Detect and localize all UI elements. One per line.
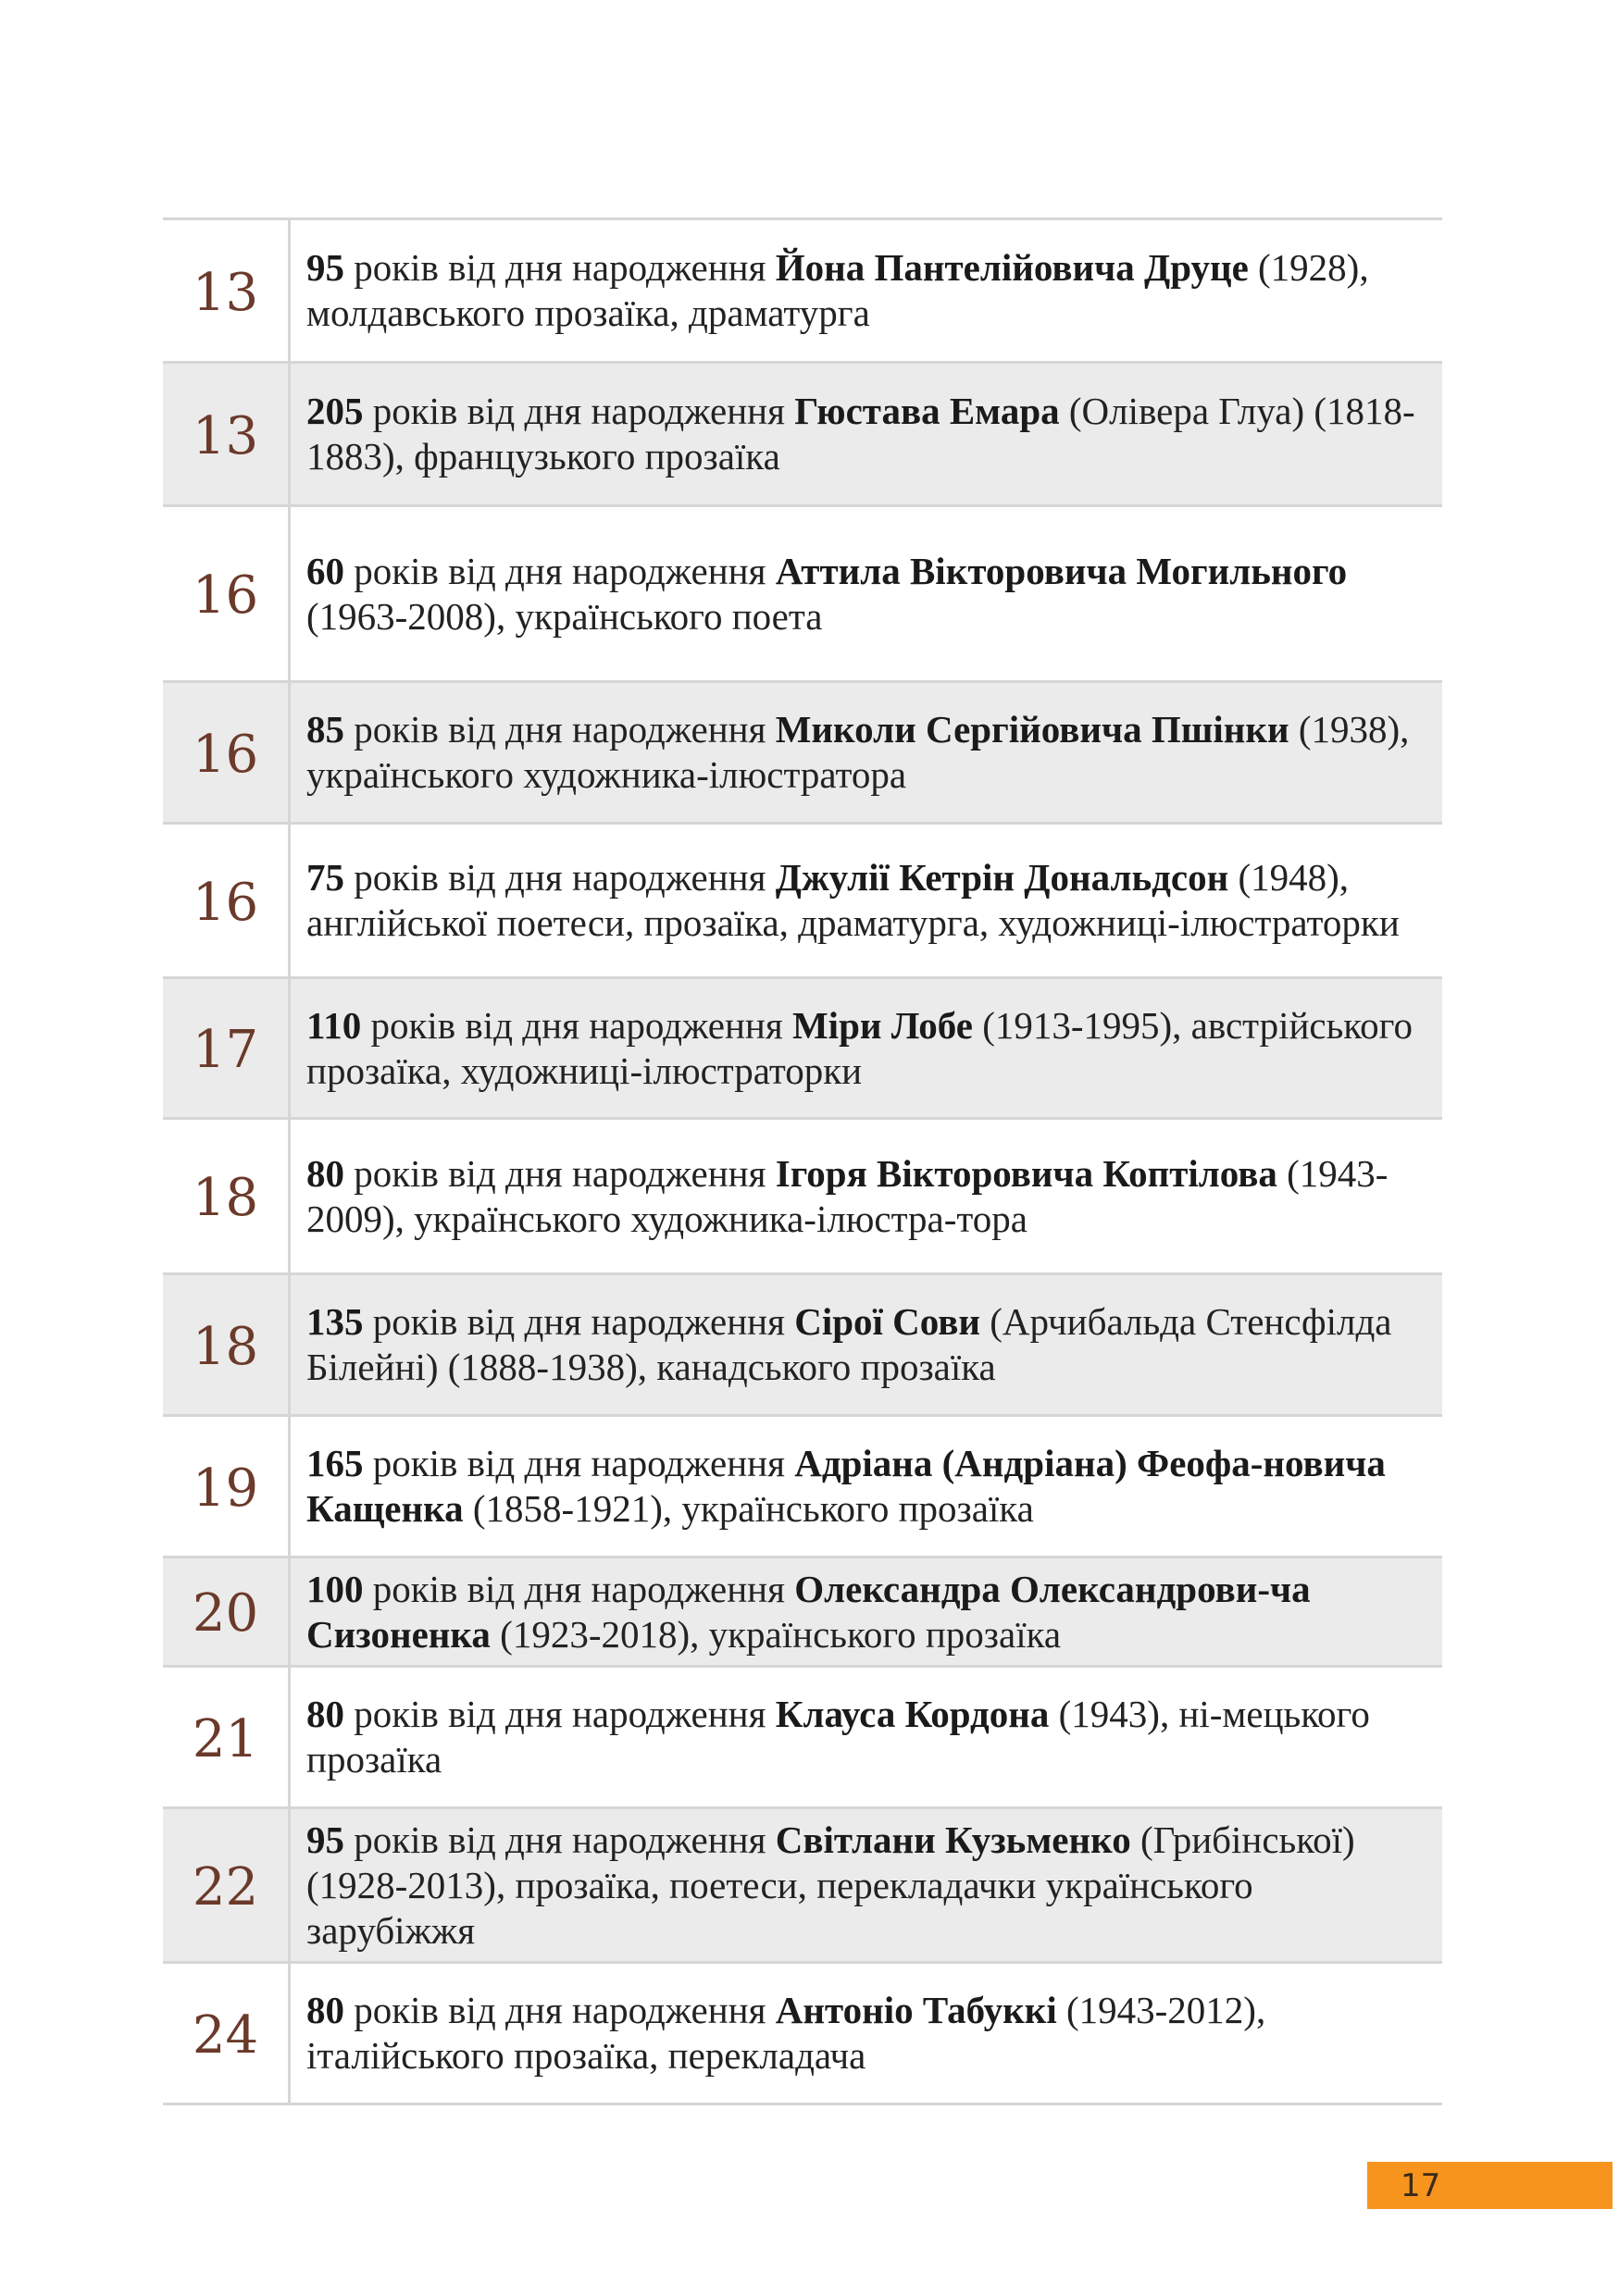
person-name: Сірої Сови bbox=[794, 1300, 981, 1343]
person-name: Міри Лобе bbox=[791, 1003, 973, 1047]
entry-prefix: років від дня народження bbox=[354, 1693, 766, 1735]
entry-paragraph bbox=[306, 549, 1429, 639]
entry-text bbox=[291, 1558, 1442, 1665]
entry-text bbox=[291, 1809, 1442, 1961]
table-row bbox=[163, 1558, 1442, 1668]
entry-details: (1948), англійської поетеси, прозаїка, драматурга, художниці-ілюстраторки bbox=[306, 856, 1400, 944]
entry-paragraph bbox=[306, 1003, 1429, 1094]
person-name: Олександра Олександрови-ча Сизоненка bbox=[306, 1567, 1311, 1656]
table-row bbox=[163, 1275, 1442, 1417]
entry-details: (1928), молдавського прозаїка, драматурга bbox=[306, 246, 1369, 334]
entry-prefix: років від дня народження bbox=[372, 1442, 785, 1484]
anniversary-count: 205 bbox=[306, 390, 364, 432]
day-number: 13 bbox=[163, 220, 291, 361]
entry-paragraph bbox=[306, 1988, 1429, 2079]
day-number: 18 bbox=[163, 1120, 291, 1272]
entry-text bbox=[291, 1668, 1442, 1806]
entry-details: (1858-1921), українського прозаїка bbox=[472, 1487, 1034, 1530]
entry-paragraph bbox=[306, 707, 1429, 798]
entry-details: (1943), ні-мецького прозаїка bbox=[306, 1693, 1370, 1781]
person-name: Йона Пантелійовича Друце bbox=[775, 246, 1249, 289]
entry-prefix: років від дня народження bbox=[372, 1300, 785, 1343]
table-row bbox=[163, 1417, 1442, 1558]
anniversary-count: 80 bbox=[306, 1151, 344, 1195]
day-number: 24 bbox=[163, 1964, 291, 2103]
entry-details: (1963-2008), українського поета bbox=[306, 594, 823, 638]
entry-prefix: років від дня народження bbox=[372, 1567, 785, 1610]
anniversary-count: 135 bbox=[306, 1300, 364, 1343]
day-number: 18 bbox=[163, 1275, 291, 1414]
day-number: 13 bbox=[163, 364, 291, 504]
person-name: Ігоря Вікторовича Коптілова bbox=[775, 1151, 1277, 1195]
anniversary-count: 95 bbox=[306, 1818, 344, 1861]
entry-prefix: років від дня народження bbox=[354, 708, 766, 751]
person-name: Миколи Сергійовича Пшінки bbox=[775, 708, 1289, 751]
anniversary-count: 75 bbox=[306, 856, 344, 899]
table-row bbox=[163, 507, 1442, 683]
day-number: 16 bbox=[163, 507, 291, 680]
table-row bbox=[163, 1809, 1442, 1964]
entry-prefix: років від дня народження bbox=[354, 549, 766, 592]
person-name: Аттила Вікторовича Могильного bbox=[775, 549, 1348, 592]
entry-text bbox=[291, 507, 1442, 680]
table-row bbox=[163, 825, 1442, 979]
entry-details: (Олівера Глуа) (1818-1883), французького прозаїка bbox=[306, 390, 1415, 478]
entry-text bbox=[291, 979, 1442, 1117]
day-number: 22 bbox=[163, 1809, 291, 1961]
page-number: 17 bbox=[1367, 2162, 1613, 2209]
entry-text bbox=[291, 1120, 1442, 1272]
entry-paragraph bbox=[306, 1567, 1429, 1657]
entry-text bbox=[291, 1275, 1442, 1414]
table-row bbox=[163, 979, 1442, 1120]
person-name: Світлани Кузьменко bbox=[775, 1818, 1131, 1861]
entry-paragraph bbox=[306, 1151, 1429, 1242]
entry-prefix: років від дня народження bbox=[354, 1989, 766, 2031]
entry-prefix: років від дня народження bbox=[372, 390, 785, 432]
person-name: Клауса Кордона bbox=[775, 1693, 1050, 1735]
entry-prefix: років від дня народження bbox=[354, 246, 766, 289]
entry-paragraph bbox=[306, 1299, 1429, 1390]
entry-details: (Арчибальда Стенсфілда Білейні) (1888-1938), канадського прозаїка bbox=[306, 1300, 1392, 1388]
person-name: Адріана (Андріана) Феофа-новича Кащенка bbox=[306, 1442, 1386, 1530]
entry-text bbox=[291, 825, 1442, 976]
table-row bbox=[163, 1668, 1442, 1809]
anniversary-table bbox=[163, 217, 1442, 2105]
person-name: Гюстава Емара bbox=[794, 390, 1060, 432]
table-row bbox=[163, 1964, 1442, 2105]
entry-paragraph bbox=[306, 1441, 1429, 1532]
entry-paragraph bbox=[306, 1692, 1429, 1782]
anniversary-count: 60 bbox=[306, 549, 344, 592]
day-number: 21 bbox=[163, 1668, 291, 1806]
day-number: 20 bbox=[163, 1558, 291, 1665]
entry-prefix: років від дня народження bbox=[354, 1151, 766, 1195]
anniversary-count: 85 bbox=[306, 708, 344, 751]
entry-text bbox=[291, 220, 1442, 361]
entry-text bbox=[291, 1964, 1442, 2103]
day-number: 16 bbox=[163, 825, 291, 976]
anniversary-count: 80 bbox=[306, 1989, 344, 2031]
anniversary-count: 80 bbox=[306, 1693, 344, 1735]
anniversary-count: 110 bbox=[306, 1003, 362, 1047]
anniversary-count: 95 bbox=[306, 246, 344, 289]
entry-paragraph bbox=[306, 855, 1429, 946]
table-row bbox=[163, 1120, 1442, 1275]
person-name: Антоніо Табуккі bbox=[775, 1989, 1057, 2031]
entry-text bbox=[291, 364, 1442, 504]
entry-details: (1943-2012), італійського прозаїка, перекладача bbox=[306, 1989, 1266, 2077]
day-number: 17 bbox=[163, 979, 291, 1117]
anniversary-count: 165 bbox=[306, 1442, 364, 1484]
table-row bbox=[163, 683, 1442, 825]
entry-prefix: років від дня народження bbox=[354, 856, 766, 899]
person-name: Джулії Кетрін Дональдсон bbox=[775, 856, 1229, 899]
anniversary-count: 100 bbox=[306, 1567, 364, 1610]
entry-text bbox=[291, 1417, 1442, 1556]
table-row bbox=[163, 220, 1442, 364]
entry-details: (Грибінської) (1928-2013), прозаїка, поетеси, перекладачки українського зарубіжжя bbox=[306, 1818, 1355, 1952]
entry-prefix: років від дня народження bbox=[354, 1818, 766, 1861]
entry-paragraph bbox=[306, 245, 1429, 336]
entry-paragraph bbox=[306, 1818, 1429, 1954]
entry-text bbox=[291, 683, 1442, 822]
entry-paragraph bbox=[306, 389, 1429, 479]
entry-details: (1938), українського художника-ілюстратора bbox=[306, 708, 1410, 796]
entry-details: (1923-2018), українського прозаїка bbox=[500, 1612, 1062, 1656]
entry-details: (1943-2009), українського художника-ілюстра-тора bbox=[306, 1151, 1389, 1240]
day-number: 19 bbox=[163, 1417, 291, 1556]
entry-prefix: років від дня народження bbox=[370, 1003, 783, 1047]
entry-details: (1913-1995), австрійського прозаїка, художниці-ілюстраторки bbox=[306, 1003, 1413, 1092]
day-number: 16 bbox=[163, 683, 291, 822]
table-row bbox=[163, 364, 1442, 507]
